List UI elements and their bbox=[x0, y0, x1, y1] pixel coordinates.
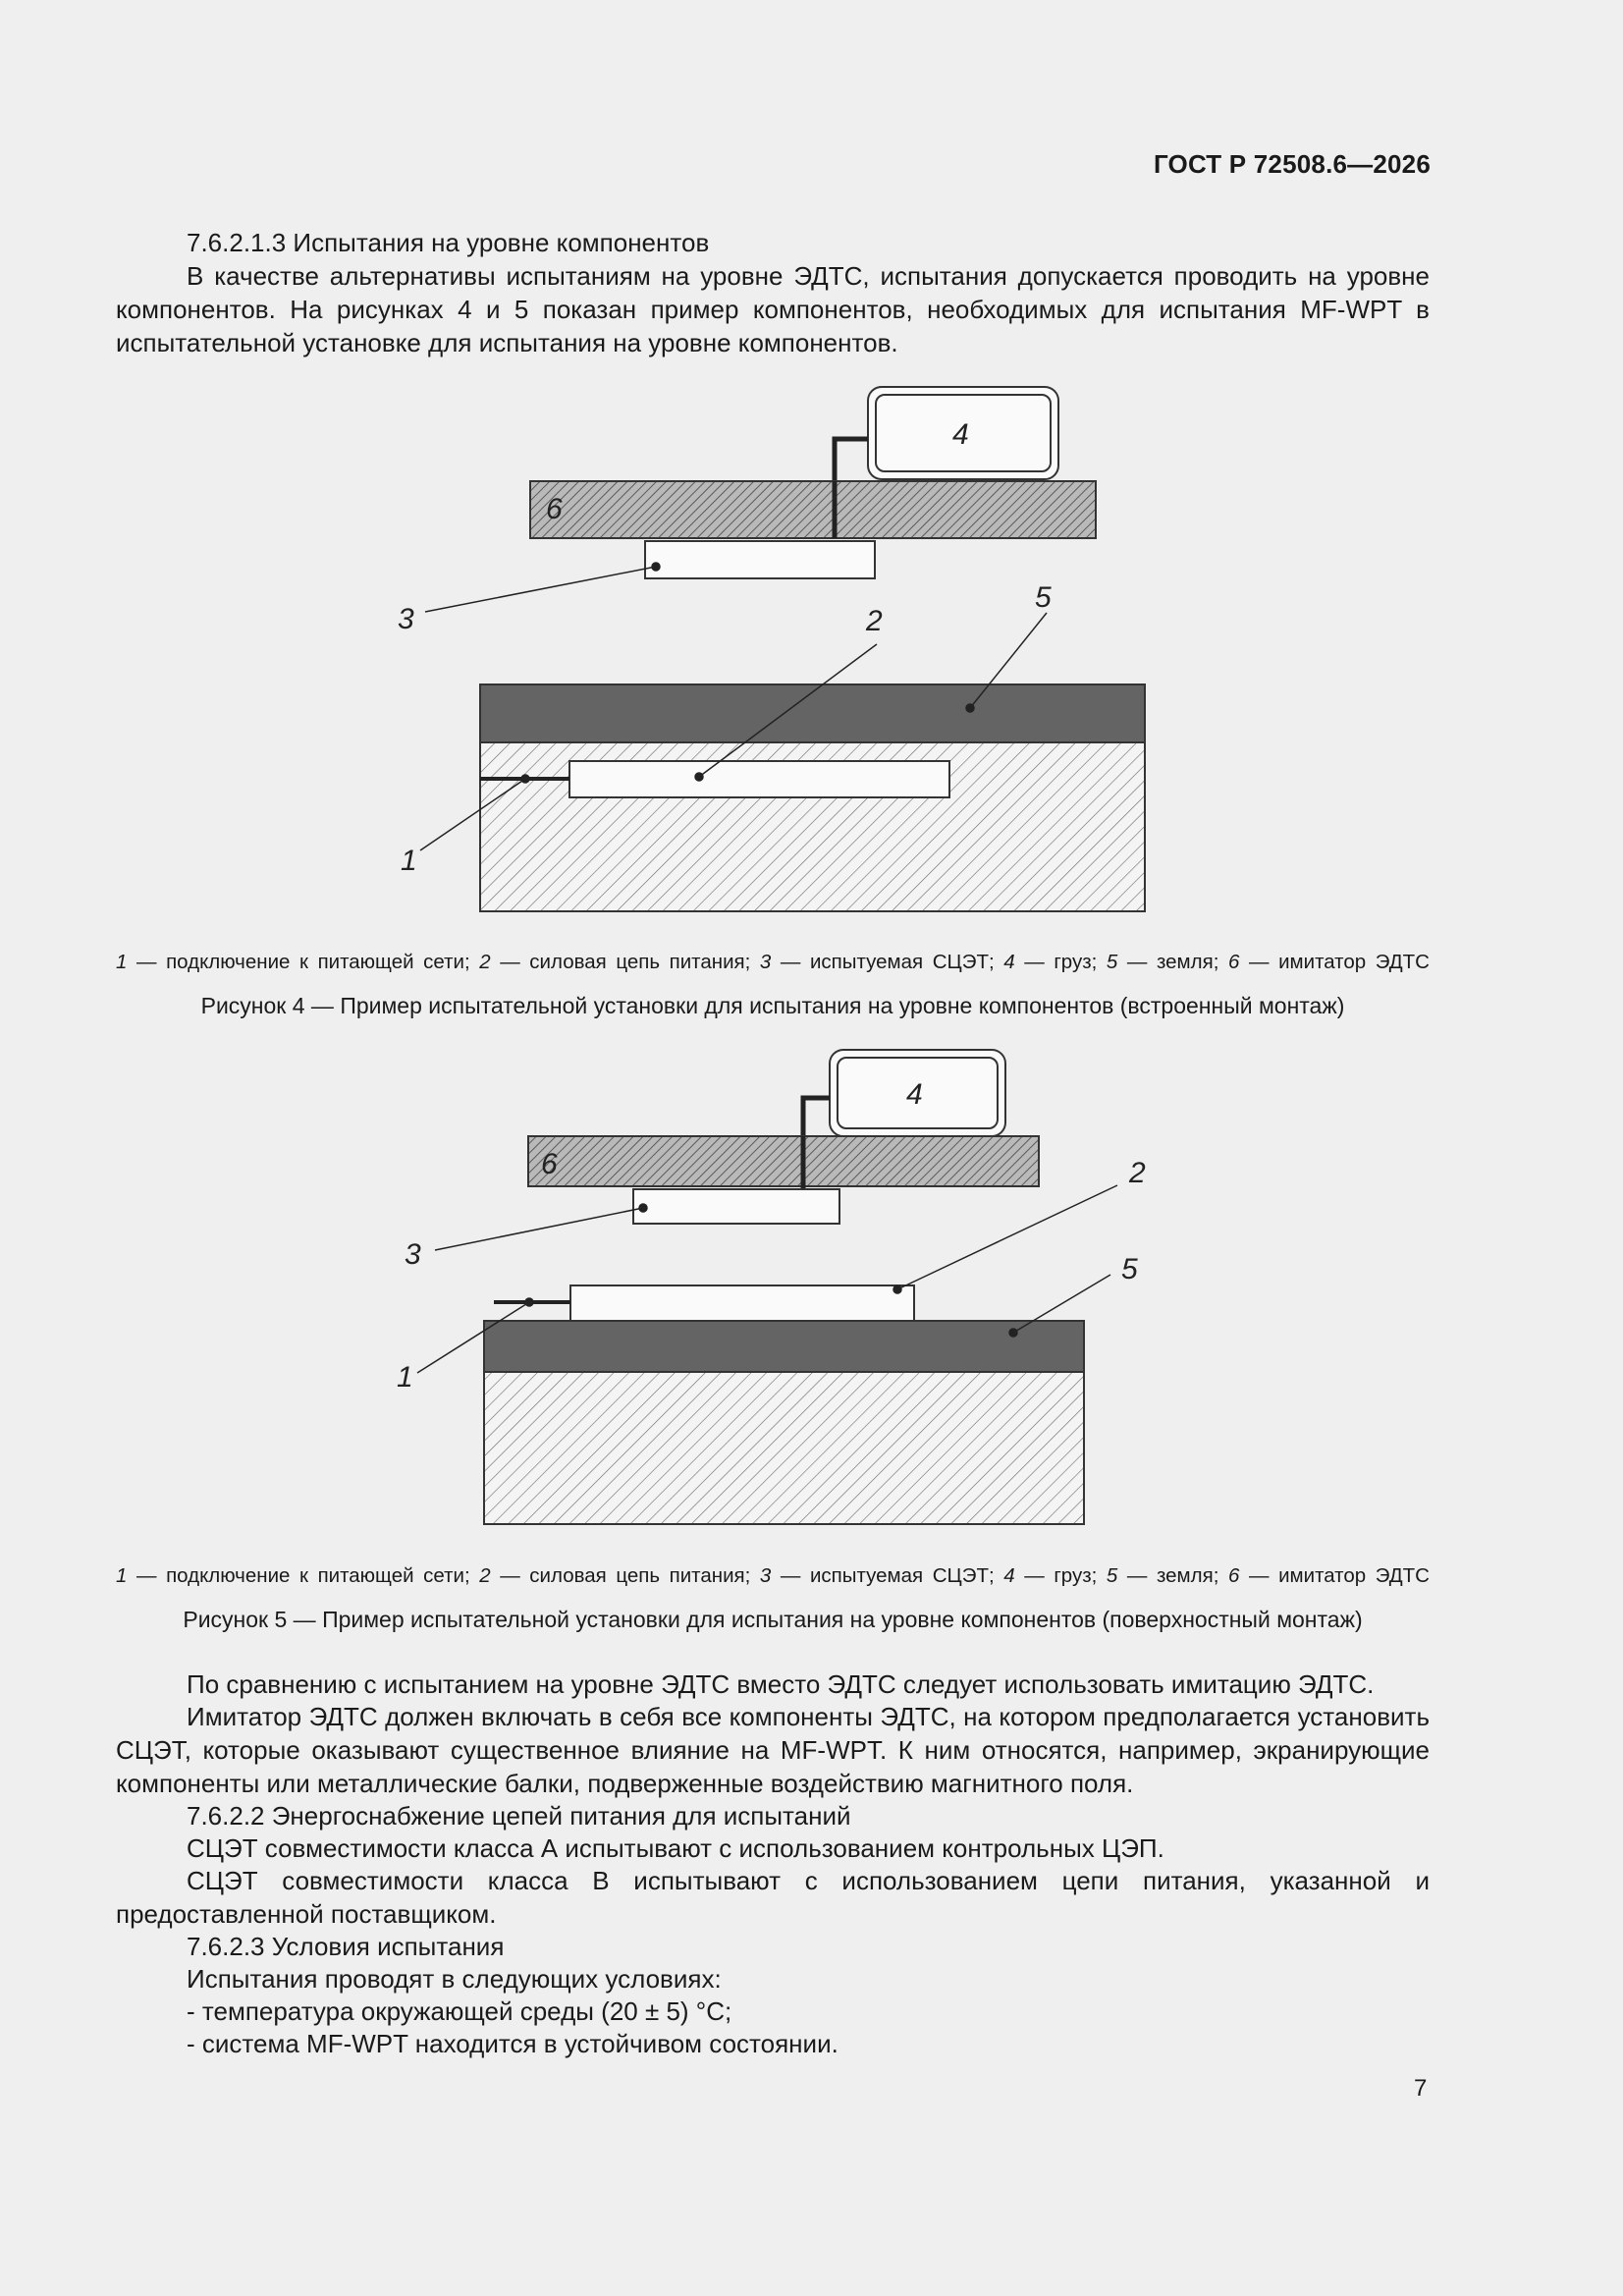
fig5-label-5: 5 bbox=[1121, 1253, 1138, 1285]
fig4-label-2: 2 bbox=[866, 605, 883, 637]
paragraph-class-a: СЦЭТ совместимости класса А испытывают с использованием контрольных ЦЭП. bbox=[187, 1833, 1164, 1863]
fig5-label-2: 2 bbox=[1129, 1157, 1146, 1189]
paragraph-class-b: СЦЭТ совместимости класса В испытывают с использованием цепи питания, указанной и предоставленной поставщиком. bbox=[116, 1866, 1430, 1929]
paragraph-conditions-intro: Испытания проводят в следующих условиях: bbox=[187, 1964, 722, 1994]
section-heading-7-6-2-3: 7.6.2.3 Условия испытания bbox=[187, 1932, 505, 1961]
fig5-ground bbox=[484, 1321, 1084, 1372]
fig5-ground-hatch bbox=[484, 1372, 1084, 1524]
fig5-power-coil bbox=[570, 1285, 914, 1321]
fig4-label-5: 5 bbox=[1035, 581, 1052, 614]
fig5-label-3: 3 bbox=[405, 1238, 421, 1271]
list-item-temperature: - температура окружающей среды (20 ± 5) °С; bbox=[187, 1996, 732, 2026]
fig5-label-4: 4 bbox=[906, 1078, 923, 1111]
figure-5-caption: Рисунок 5 — Пример испытательной установки для испытания на уровне компонентов (поверхностный монтаж) bbox=[183, 1607, 1363, 1632]
figure-5-legend: 1 — подключение к питающей сети; 2 — силовая цепь питания; 3 — испытуемая СЦЭТ; 4 — груз; 5 — земля; 6 — имитатор ЭДТС bbox=[116, 1564, 1430, 1587]
paragraph-simulator-components: Имитатор ЭДТС должен включать в себя все компоненты ЭДТС, на котором предполагается установить СЦЭТ, которые оказывают существенное влияние на MF-WPT. К ним относятся, например, экранирующие компоненты или металлические балки, подверженные воздействию магнитного поля. bbox=[116, 1702, 1430, 1798]
fig4-power-coil bbox=[569, 761, 949, 797]
fig4-label-1: 1 bbox=[401, 845, 417, 877]
fig5-vehicle-simulator bbox=[528, 1136, 1039, 1186]
section-heading-7-6-2-2: 7.6.2.2 Энергоснабжение цепей питания для испытаний bbox=[187, 1801, 851, 1831]
figure-4-caption: Рисунок 4 — Пример испытательной установки для испытания на уровне компонентов (встроенный монтаж) bbox=[200, 993, 1345, 1018]
page-number: 7 bbox=[1414, 2075, 1428, 2102]
fig4-dut bbox=[645, 541, 875, 578]
intro-paragraph: В качестве альтернативы испытаниям на уровне ЭДТС, испытания допускается проводить на уровне компонентов. На рисунках 4 и 5 показан пример компонентов, необходимых для испытания MF-WPT в испытательной установке для испытания на уровне компонентов. bbox=[116, 261, 1430, 357]
fig5-label-6: 6 bbox=[541, 1148, 558, 1180]
list-item-steady-state: - система MF-WPT находится в устойчивом состоянии. bbox=[187, 2029, 839, 2058]
fig4-ground bbox=[480, 684, 1145, 742]
paragraph-simulation: По сравнению с испытанием на уровне ЭДТС вместо ЭДТС следует использовать имитацию ЭДТС. bbox=[187, 1669, 1375, 1699]
fig4-vehicle-simulator bbox=[530, 481, 1096, 538]
fig5-dut bbox=[633, 1189, 839, 1224]
figure-4-legend: 1 — подключение к питающей сети; 2 — силовая цепь питания; 3 — испытуемая СЦЭТ; 4 — груз; 5 — земля; 6 — имитатор ЭДТС bbox=[116, 951, 1430, 973]
fig4-label-6: 6 bbox=[546, 493, 563, 525]
figure-5-diagram bbox=[373, 1041, 1178, 1532]
fig4-label-3: 3 bbox=[398, 603, 414, 635]
document-code: ГОСТ Р 72508.6—2026 bbox=[1153, 149, 1431, 179]
fig4-label-4: 4 bbox=[952, 418, 969, 451]
fig5-label-1: 1 bbox=[397, 1361, 413, 1394]
section-heading-7-6-2-1-3: 7.6.2.1.3 Испытания на уровне компонентов bbox=[187, 228, 710, 257]
figure-4-diagram bbox=[373, 378, 1178, 928]
